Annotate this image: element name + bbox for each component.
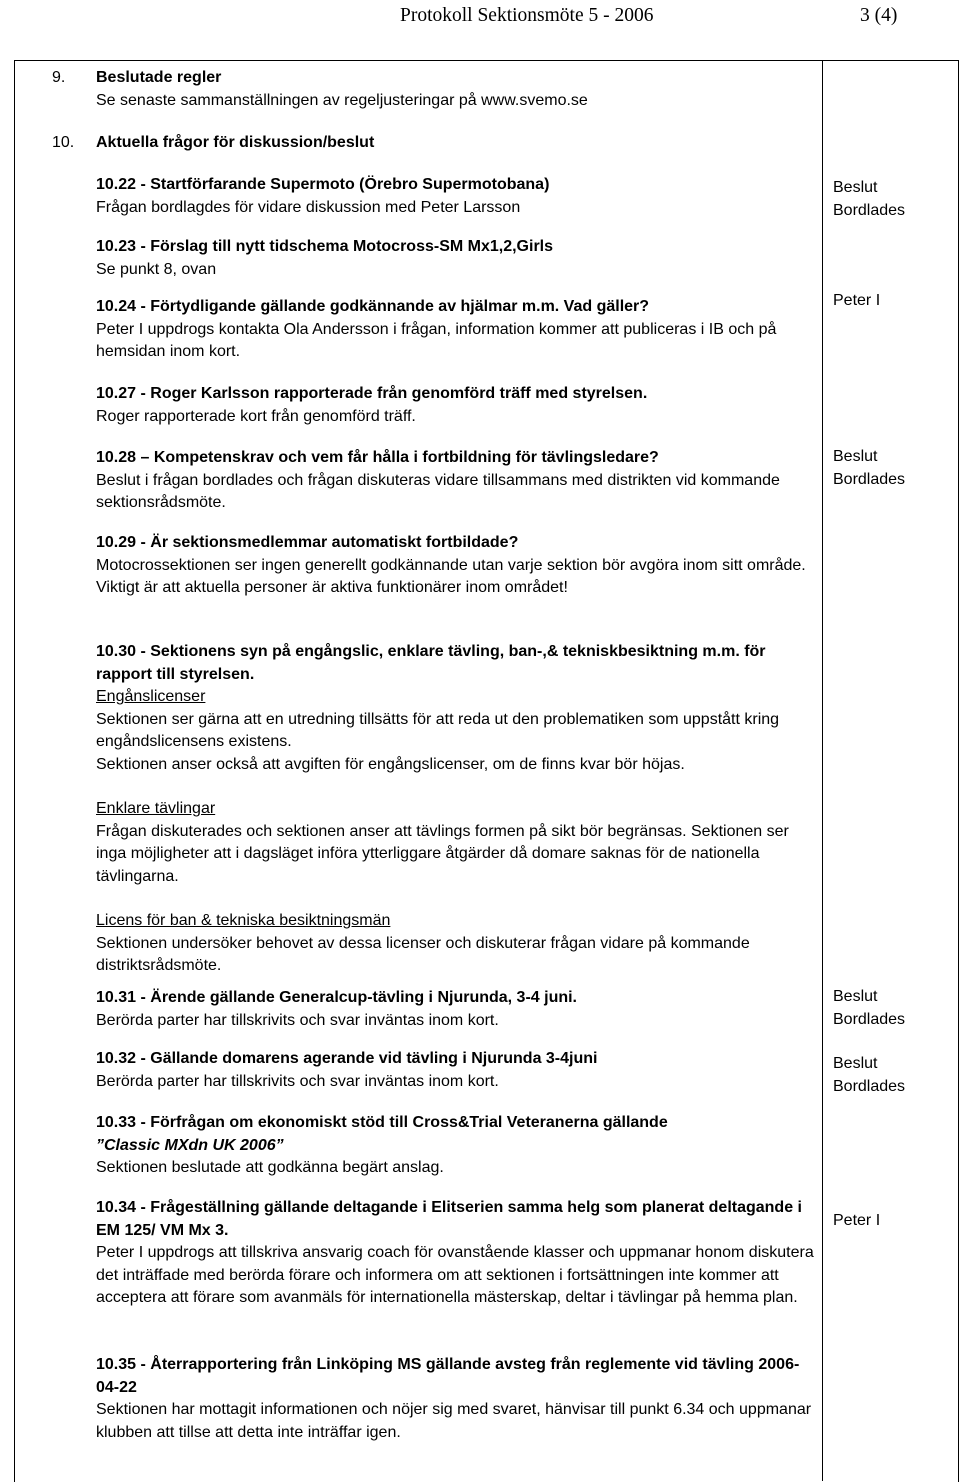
page-header [0, 2, 960, 28]
section-text: Se punkt 8, ovan [96, 260, 217, 278]
section-heading: 10.31 - Ärende gällande Generalcup-tävling i Njurunda, 3-4 juni. [96, 989, 577, 1006]
decision-10-32: Beslut Bordlades [833, 1055, 906, 1095]
section-text: Peter I uppdrogs att tillskriva ansvarig coach för ovanstående klasser och uppmanar honom diskutera det inträffade med berörda förare och informera om att sektionen i fortsättningen inte kommer att acceptera att förare som avanmäls för internationella mästerskap, deltar i tävlingar på hemma plan. [96, 1244, 814, 1306]
section-text: Sektionen undersöker behovet av dessa licenser och diskuterar frågan vidare på kommande distriktsrådsmöte. [96, 934, 750, 974]
section-10-30 [96, 641, 818, 978]
subheading-engangslicenser: Engånslicenser [96, 688, 206, 705]
section-10-29 [96, 532, 818, 600]
section-heading: 10.32 - Gällande domarens agerande vid tävling i Njurunda 3-4juni [96, 1050, 598, 1067]
section-heading: 10.27 - Roger Karlsson rapporterade från genomförd träff med styrelsen. [96, 385, 648, 402]
column-divider [822, 60, 823, 1481]
item-number-9: 9. [52, 69, 66, 86]
section-heading: 10.23 - Förslag till nytt tidschema Motocross-SM Mx1,2,Girls [96, 238, 554, 255]
section-heading: 10.29 - Är sektionsmedlemmar automatiskt fortbildade? [96, 534, 519, 551]
section-10-33 [96, 1112, 818, 1180]
section-heading: 10.24 - Förtydligande gällande godkännande av hjälmar m.m. Vad gäller? [96, 298, 650, 315]
section-text: Sektionen ser gärna att en utredning tillsätts för att reda ut den problematiken som uppstått kring engåndslicensens existens. [96, 710, 780, 750]
section-10-27 [96, 383, 818, 428]
item-number-10: 10. [52, 134, 75, 151]
section-text: Frågan diskuterades och sektionen anser att tävlings formen på sikt bör begränsas. Sektionen ser inga möjligheter att i dagsläget införa ytterliggare åtgärder då domare saknas för de nationella tävlingarna. [96, 822, 789, 885]
section-10-34 [96, 1197, 818, 1310]
page-number: 3 (4) [860, 5, 898, 26]
decision-10-24: Peter I [833, 292, 881, 309]
section-heading: 10.30 - Sektionens syn på engångslic, enklare tävling, ban-,& tekniskbesiktning m.m. för rapport till styrelsen. [96, 643, 766, 683]
item-10-heading: Aktuella frågor för diskussion/beslut [96, 134, 375, 151]
section-heading: 10.22 - Startförfarande Supermoto (Örebro Supermotobana) [96, 176, 550, 193]
item-9-text: Se senaste sammanställningen av regeljusteringar på www.svemo.se [96, 91, 588, 109]
item-9 [96, 67, 818, 112]
section-text: Frågan bordlagdes för vidare diskussion med Peter Larsson [96, 198, 521, 216]
section-heading: 10.28 – Kompetenskrav och vem får hålla i fortbildning för tävlingsledare? [96, 449, 659, 466]
item-9-heading: Beslutade regler [96, 69, 222, 86]
section-10-31 [96, 987, 818, 1032]
section-heading: 10.33 - Förfrågan om ekonomiskt stöd till Cross&Trial Veteranerna gällande [96, 1114, 668, 1131]
section-10-22 [96, 174, 818, 219]
section-10-23 [96, 236, 818, 281]
section-text: Beslut i frågan bordlades och frågan diskuteras vidare tillsammans med distrikten vid kommande sektionsrådsmöte. [96, 471, 780, 511]
section-text: Berörda parter har tillskrivits och svar inväntas inom kort. [96, 1072, 499, 1090]
section-text: Motocrossektionen ser ingen generellt godkännande utan varje sektion bör avgöra inom sitt område. Viktigt är att aktuella personer är aktiva funktionärer inom området! [96, 556, 806, 596]
section-10-28 [96, 447, 818, 515]
subheading-licens: Licens för ban & tekniska besiktningsmän [96, 912, 391, 929]
section-10-35 [96, 1354, 818, 1444]
decision-10-34: Peter I [833, 1212, 881, 1229]
section-10-32 [96, 1048, 818, 1093]
section-heading-italic: ”Classic MXdn UK 2006” [96, 1136, 284, 1154]
decision-10-28: Beslut Bordlades [833, 448, 906, 488]
section-text: Sektionen anser också att avgiften för engångslicenser, om de finns kvar bör höjas. [96, 755, 685, 773]
section-heading: 10.35 - Återrapportering från Linköping MS gällande avsteg från reglemente vid tävling 2006-04-22 [96, 1356, 800, 1396]
section-text: Sektionen har mottagit informationen och nöjer sig med svaret, hänvisar till punkt 6.34 och uppmanar klubben att tillse att detta inte inträffar igen. [96, 1401, 812, 1441]
decision-10-31: Beslut Bordlades [833, 988, 906, 1028]
section-text: Sektionen beslutade att godkänna begärt anslag. [96, 1159, 444, 1176]
document-title: Protokoll Sektionsmöte 5 - 2006 [400, 5, 654, 26]
decision-10-22: Beslut Bordlades [833, 179, 906, 219]
section-heading: 10.34 - Frågeställning gällande deltagande i Elitserien samma helg som planerat deltagande i EM 125/ VM Mx 3. [96, 1199, 802, 1239]
section-text: Roger rapporterade kort från genomförd träff. [96, 407, 416, 425]
section-10-24 [96, 296, 818, 364]
section-text: Peter I uppdrogs kontakta Ola Andersson i frågan, information kommer att publiceras i IB och på hemsidan inom kort. [96, 320, 777, 360]
subheading-enklare-tavlingar: Enklare tävlingar [96, 800, 216, 817]
section-text: Berörda parter har tillskrivits och svar inväntas inom kort. [96, 1011, 499, 1029]
